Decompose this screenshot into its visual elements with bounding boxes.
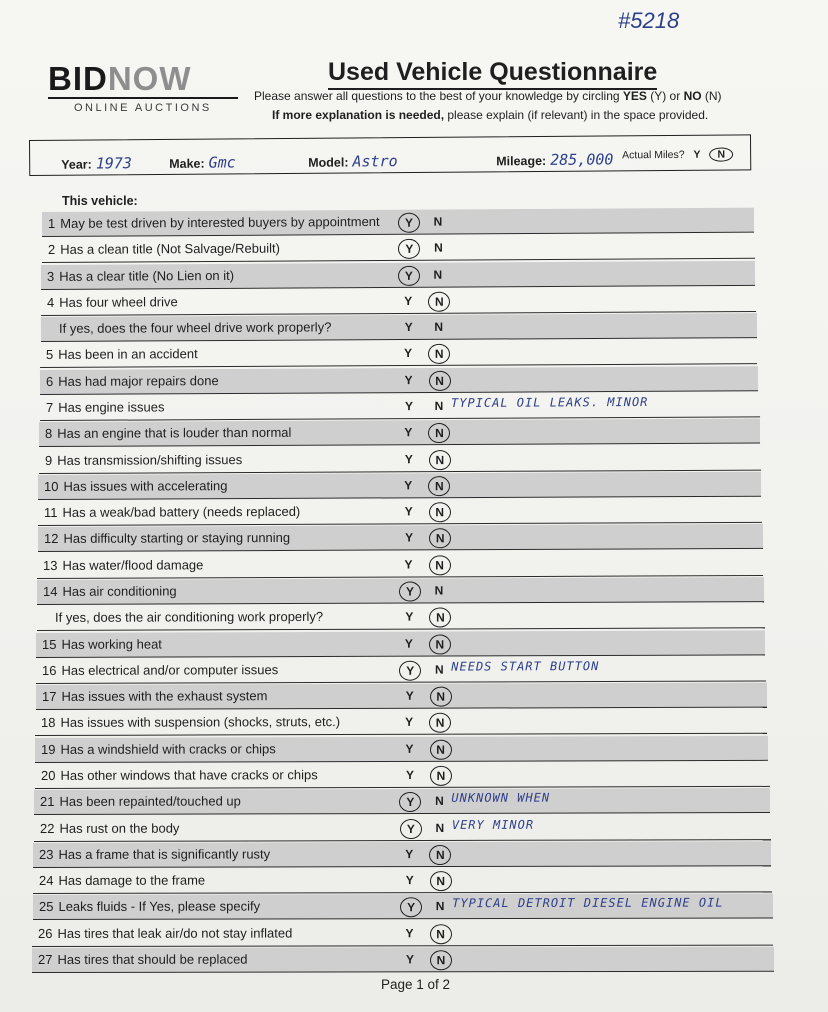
question-row bbox=[38, 524, 763, 551]
question-label: Has a clean title (Not Salvage/Rebuilt) bbox=[59, 240, 280, 258]
no-option-circled[interactable]: N bbox=[428, 292, 450, 312]
question-label: Has tires that leak air/do not stay inflated bbox=[57, 925, 293, 941]
question-label: Has difficulty starting or staying running bbox=[63, 530, 290, 547]
yes-option[interactable]: Y bbox=[404, 504, 413, 519]
question-number: 8 bbox=[45, 426, 53, 442]
question-label: Has a weak/bad battery (needs replaced) bbox=[62, 503, 301, 521]
question-row bbox=[36, 630, 765, 657]
yes-option-circled[interactable]: Y bbox=[398, 265, 420, 285]
question-row bbox=[42, 208, 754, 236]
instructions-line-2: If more explanation is needed, please explain (if relevant) in the space provided. bbox=[272, 108, 709, 122]
no-option-circled[interactable]: N bbox=[430, 950, 452, 970]
no-option[interactable]: N bbox=[435, 794, 444, 809]
question-number: 27 bbox=[37, 951, 53, 967]
no-option[interactable]: N bbox=[435, 820, 444, 835]
question-row bbox=[33, 868, 772, 894]
yes-option-circled[interactable]: Y bbox=[399, 581, 421, 601]
question-label: Has a windshield with cracks or chips bbox=[60, 740, 276, 757]
logo-bid-text: BID bbox=[48, 60, 108, 97]
question-row bbox=[32, 947, 774, 972]
no-option[interactable]: N bbox=[433, 240, 443, 255]
yes-option[interactable]: Y bbox=[404, 451, 413, 466]
question-text bbox=[42, 662, 278, 678]
question-text bbox=[39, 846, 270, 862]
intro-label: This vehicle: bbox=[62, 194, 138, 208]
question-row bbox=[42, 234, 755, 262]
question-number: 9 bbox=[44, 452, 53, 468]
question-row bbox=[40, 366, 759, 394]
no-option[interactable]: N bbox=[434, 583, 444, 598]
yes-option[interactable]: Y bbox=[405, 688, 414, 703]
year-field[interactable]: Year: 1973 bbox=[61, 154, 132, 173]
yes-option-circled[interactable]: Y bbox=[398, 239, 420, 259]
question-text bbox=[39, 899, 260, 914]
question-number: 5 bbox=[46, 347, 54, 363]
question-label: May be test driven by interested buyers by appointment bbox=[60, 213, 380, 231]
yes-option-circled[interactable]: Y bbox=[400, 898, 422, 918]
no-option-circled[interactable]: N bbox=[428, 344, 450, 364]
question-number: 2 bbox=[47, 242, 55, 258]
question-row bbox=[37, 577, 764, 604]
no-option-circled[interactable]: N bbox=[430, 845, 452, 865]
question-text bbox=[38, 925, 292, 940]
question-row bbox=[35, 736, 768, 762]
question-label: If yes, does the air conditioning work properly? bbox=[54, 609, 323, 626]
question-text bbox=[46, 347, 198, 363]
question-row bbox=[36, 683, 767, 709]
question-row bbox=[38, 472, 761, 499]
question-number: 6 bbox=[45, 373, 54, 389]
question-row bbox=[34, 762, 769, 788]
actual-miles-no-circled[interactable]: N bbox=[709, 147, 733, 161]
question-text bbox=[46, 373, 219, 389]
no-option-circled[interactable]: N bbox=[429, 608, 451, 628]
no-option-circled[interactable]: N bbox=[429, 634, 451, 654]
question-row bbox=[34, 788, 770, 814]
no-option[interactable]: N bbox=[433, 267, 443, 282]
yes-option-circled[interactable]: Y bbox=[400, 819, 422, 839]
handwritten-note: TYPICAL OIL LEAKS. MINOR bbox=[450, 394, 648, 410]
question-row bbox=[39, 419, 760, 447]
mileage-field[interactable]: Mileage: 285,000 bbox=[496, 150, 614, 169]
question-text bbox=[43, 557, 203, 573]
yes-option[interactable]: Y bbox=[404, 346, 413, 361]
question-text bbox=[42, 688, 267, 704]
question-number: 7 bbox=[45, 399, 53, 415]
question-number: 17 bbox=[41, 689, 57, 705]
question-text bbox=[41, 714, 340, 730]
yes-option[interactable]: Y bbox=[405, 952, 415, 967]
question-text bbox=[55, 609, 323, 625]
question-text bbox=[39, 873, 205, 888]
question-label: Has a clear title (No Lien on it) bbox=[59, 267, 235, 284]
question-text bbox=[48, 214, 380, 231]
question-label: Has an engine that is louder than normal bbox=[57, 425, 292, 442]
question-text bbox=[45, 425, 291, 441]
question-label: Has issues with the exhaust system bbox=[61, 688, 267, 705]
yes-option[interactable]: Y bbox=[404, 425, 413, 440]
no-option-circled[interactable]: N bbox=[429, 423, 451, 443]
question-text bbox=[44, 530, 290, 546]
question-row bbox=[33, 841, 771, 867]
no-option[interactable]: N bbox=[433, 319, 443, 334]
question-row bbox=[37, 604, 765, 631]
yes-option[interactable]: Y bbox=[404, 478, 413, 493]
question-text bbox=[45, 399, 164, 415]
question-number: 22 bbox=[39, 820, 55, 836]
question-text bbox=[47, 267, 234, 283]
yes-option[interactable]: Y bbox=[405, 741, 414, 756]
question-number: 20 bbox=[40, 767, 55, 783]
question-label: Has been repainted/touched up bbox=[59, 793, 242, 810]
question-label: Has been in an accident bbox=[58, 346, 198, 363]
question-label: Has a frame that is significantly rusty bbox=[58, 846, 271, 862]
yes-option[interactable]: Y bbox=[405, 767, 414, 782]
question-text bbox=[40, 794, 241, 810]
yes-option[interactable]: Y bbox=[404, 557, 413, 572]
no-option-circled[interactable]: N bbox=[429, 502, 451, 522]
yes-option[interactable]: Y bbox=[405, 636, 414, 651]
yes-option-circled[interactable]: Y bbox=[399, 661, 421, 681]
no-option-circled[interactable]: N bbox=[430, 871, 452, 891]
question-number: 1 bbox=[47, 215, 56, 231]
no-option-circled[interactable]: N bbox=[430, 924, 452, 944]
question-text bbox=[43, 583, 177, 599]
no-option[interactable]: N bbox=[433, 214, 443, 229]
no-option-circled[interactable]: N bbox=[428, 371, 450, 391]
make-field[interactable]: Make: Gmc bbox=[169, 153, 236, 172]
yes-option-circled[interactable]: Y bbox=[398, 213, 420, 233]
yes-option[interactable]: Y bbox=[404, 399, 413, 414]
question-number: 26 bbox=[38, 925, 53, 941]
question-number: 4 bbox=[46, 294, 55, 310]
yes-option[interactable]: Y bbox=[405, 715, 414, 730]
question-row bbox=[33, 894, 773, 920]
no-option-circled[interactable]: N bbox=[429, 555, 451, 575]
question-row bbox=[39, 392, 759, 420]
no-option-circled[interactable]: N bbox=[429, 713, 451, 733]
no-option[interactable]: N bbox=[435, 899, 445, 914]
question-number: 19 bbox=[40, 741, 56, 757]
no-option[interactable]: N bbox=[434, 398, 443, 414]
question-text bbox=[44, 504, 300, 520]
page-title: Used Vehicle Questionnaire bbox=[328, 58, 657, 90]
question-row bbox=[40, 340, 757, 368]
question-label: Has water/flood damage bbox=[62, 557, 204, 573]
question-row bbox=[36, 656, 766, 683]
yes-option[interactable]: Y bbox=[405, 925, 414, 940]
question-number: 16 bbox=[41, 662, 57, 678]
yes-option[interactable]: Y bbox=[404, 372, 413, 387]
question-number: 11 bbox=[44, 505, 58, 521]
question-label: Has engine issues bbox=[57, 399, 165, 415]
question-number: 15 bbox=[42, 636, 57, 652]
question-row bbox=[39, 445, 761, 472]
actual-miles-yes[interactable]: Y bbox=[693, 148, 701, 161]
question-number: 21 bbox=[40, 794, 55, 810]
yes-option[interactable]: Y bbox=[405, 873, 414, 888]
question-text bbox=[59, 320, 332, 336]
yes-option[interactable]: Y bbox=[405, 846, 414, 861]
question-text bbox=[40, 820, 179, 835]
no-option[interactable]: N bbox=[434, 662, 444, 677]
question-text bbox=[42, 636, 162, 651]
no-option-circled[interactable]: N bbox=[429, 450, 451, 470]
handwritten-note: VERY MINOR bbox=[451, 817, 534, 832]
question-number: 13 bbox=[43, 557, 58, 573]
question-label: Has tires that should be replaced bbox=[57, 951, 248, 967]
question-label: Has transmission/shifting issues bbox=[56, 451, 243, 468]
question-text bbox=[45, 452, 242, 468]
question-number: 18 bbox=[41, 715, 56, 731]
question-label: Has other windows that have cracks or chips bbox=[59, 767, 318, 783]
logo-subtitle: ONLINE AUCTIONS bbox=[74, 102, 212, 114]
question-label: Leaks fluids - If Yes, please specify bbox=[58, 898, 260, 915]
handwritten-note: UNKNOWN WHEN bbox=[451, 790, 551, 806]
question-label: Has electrical and/or computer issues bbox=[61, 662, 279, 678]
question-number: 24 bbox=[39, 873, 54, 889]
question-text bbox=[41, 741, 276, 757]
question-text bbox=[47, 294, 178, 310]
question-label: Has working heat bbox=[61, 636, 163, 652]
logo-now-text: NOW bbox=[107, 60, 192, 97]
question-label: Has rust on the body bbox=[59, 820, 180, 836]
question-label: Has damage to the frame bbox=[58, 872, 206, 889]
question-text bbox=[38, 952, 248, 967]
question-row bbox=[40, 313, 756, 341]
question-number: 12 bbox=[43, 531, 59, 547]
no-option-circled[interactable]: N bbox=[429, 739, 451, 759]
question-row bbox=[32, 920, 773, 945]
model-field[interactable]: Model: Astro bbox=[308, 152, 398, 171]
yes-option[interactable]: Y bbox=[404, 530, 413, 545]
question-label: If yes, does the four wheel drive work properly? bbox=[58, 319, 332, 337]
question-row bbox=[41, 260, 755, 288]
question-label: Has issues with suspension (shocks, struts, etc.) bbox=[60, 714, 341, 731]
row-divider bbox=[32, 971, 774, 973]
question-number: 25 bbox=[38, 899, 54, 915]
question-text bbox=[48, 241, 280, 257]
no-option-circled[interactable]: N bbox=[429, 529, 451, 549]
yes-option[interactable]: Y bbox=[405, 609, 414, 624]
question-label: Has had major repairs done bbox=[58, 372, 219, 389]
question-text bbox=[44, 478, 228, 494]
yes-option-circled[interactable]: Y bbox=[400, 792, 422, 812]
question-row bbox=[41, 287, 756, 315]
question-number: 23 bbox=[39, 846, 54, 862]
question-row bbox=[37, 551, 763, 578]
actual-miles-field[interactable]: Actual Miles? Y N bbox=[622, 147, 733, 162]
question-label: Has air conditioning bbox=[62, 583, 177, 599]
yes-option[interactable]: Y bbox=[404, 293, 413, 308]
question-number: 10 bbox=[44, 478, 59, 494]
question-text bbox=[40, 767, 317, 783]
no-option-circled[interactable]: N bbox=[429, 687, 451, 707]
handwritten-file-number: #5218 bbox=[618, 8, 680, 33]
question-row bbox=[34, 815, 771, 841]
handwritten-note: TYPICAL DETROIT DIESEL ENGINE OIL bbox=[451, 896, 724, 911]
no-option-circled[interactable]: N bbox=[429, 476, 451, 496]
question-label: Has four wheel drive bbox=[59, 294, 178, 310]
question-number: 3 bbox=[47, 268, 55, 284]
question-row bbox=[35, 709, 767, 735]
question-row bbox=[38, 498, 762, 525]
instructions-line-1: Please answer all questions to the best of your knowledge by circling YES (Y) or NO (N) bbox=[254, 89, 722, 103]
question-number: 14 bbox=[42, 583, 58, 599]
yes-option[interactable]: Y bbox=[404, 320, 413, 335]
no-option-circled[interactable]: N bbox=[429, 766, 451, 786]
question-label: Has issues with accelerating bbox=[63, 477, 228, 494]
page-number: Page 1 of 2 bbox=[381, 977, 451, 992]
handwritten-note: NEEDS START BUTTON bbox=[451, 658, 600, 674]
